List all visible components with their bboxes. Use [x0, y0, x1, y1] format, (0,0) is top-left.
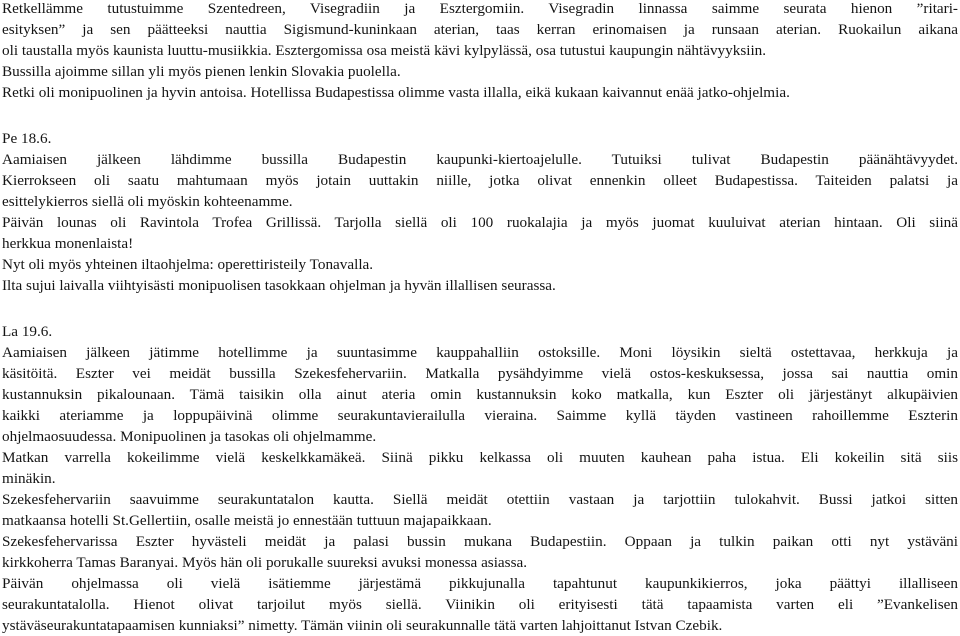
text-line: ohjelmaosuudessa. Monipuolinen ja tasokas oli ohjelmamme.	[2, 428, 377, 445]
text-line: Matkan varrella kokeilimme vielä keskelkkamäkeä. Siinä pikku kelkassa oli muuten kauhean paha istua. Eli kokeilin sitä siis	[2, 449, 958, 466]
text-line: Aamiaisen jälkeen lähdimme bussilla Budapestin kaupunki-kiertoajelulle. Tutuiksi tulivat Budapestin päänähtävyydet.	[2, 151, 958, 168]
text-line: seurakuntatalolla. Hienot olivat tarjoilut myös siellä. Viinikin oli erityisesti tätä tapaamista varten eli ”Evankelisen	[2, 596, 958, 613]
text-line: käsitöitä. Eszter vei meidät bussilla Szekesfehervariin. Matkalla pysähdyimme vielä ostos-keskuksessa, jossa sai nauttia omin	[2, 365, 958, 382]
text-line	[2, 294, 958, 315]
text-line: Aamiaisen jälkeen jätimme hotellimme ja suuntasimme kauppahalliin ostoksille. Moni löysikin sieltä ostettavaa, herkkuja ja	[2, 344, 958, 361]
text-line: oli taustalla myös kaunista luuttu-musiikkia. Esztergomissa osa meistä kävi kylpylässä, osa tutustui kaupungin nähtävyyksiin.	[2, 42, 767, 59]
text-line: Nyt oli myös yhteinen iltaohjelma: operettiristeily Tonavalla.	[2, 256, 374, 273]
text-line: Ilta sujui laivalla viihtyisästi monipuolisen tasokkaan ohjelman ja hyvän illallisen seurassa.	[2, 277, 556, 294]
text-line: Kierrokseen oli saatu mahtumaan myös jotain uuttakin niille, jotka olivat ennenkin olleet Budapestissa. Taiteiden palatsi ja	[2, 172, 958, 189]
text-line: kustannuksin pikalounaan. Tämä taisikin olla ainut ateria omin kustannuksin koko matkalla, kun Eszter oli järjestänyt alkupäivien	[2, 386, 958, 403]
text-line: Päivän lounas oli Ravintola Trofea Grillissä. Tarjolla siellä oli 100 ruokalajia ja myös juomat kuuluivat aterian hintaan. Oli siinä	[2, 214, 958, 231]
text-line: ystäväseurakuntatapaamisen kunniaksi” nimetty. Tämän viinin oli seurakunnalle tätä varten lahjoittanut Istvan Czebik.	[2, 617, 723, 634]
text-line: esityksen” ja sen päätteeksi nauttia Sigismund-kuninkaan aterian, taas kerran erinomaisen ja runsaan aterian. Ruokailun aikana	[2, 21, 958, 38]
text-line: minäkin.	[2, 470, 56, 487]
text-line: Päivän ohjelmassa oli vielä isätiemme järjestämä pikkujunalla tapahtunut kaupunkikierros, joka päättyi illalliseen	[2, 575, 958, 592]
text-line: kaikki ateriamme ja loppupäivinä olimme seurakuntavierailulla vieraina. Saimme kyllä täyden vastineen rahoillemme Eszterin	[2, 407, 958, 424]
text-line: kirkkoherra Tamas Baranyai. Myös hän oli porukalle suureksi avuksi monessa asiassa.	[2, 554, 528, 571]
text-line: Szekesfehervarissa Eszter hyvästeli meidät ja palasi bussin mukana Budapestiin. Oppaan ja tulkin paikan otti nyt ystäväni	[2, 533, 958, 550]
text-line: Retki oli monipuolinen ja hyvin antoisa. Hotellissa Budapestissa olimme vasta illalla, eikä kukaan kaivannut enää jatko-ohjelmia.	[2, 84, 790, 101]
text-line: Bussilla ajoimme sillan yli myös pienen lenkin Slovakia puolella.	[2, 63, 401, 80]
text-line: Pe 18.6.	[2, 130, 52, 147]
text-line: La 19.6.	[2, 323, 53, 340]
text-line: herkkua monenlaista!	[2, 235, 134, 252]
text-line	[2, 105, 958, 126]
text-line: matkaansa hotelli St.Gellertiin, osalle meistä jo ennestään tuttuun majapaikkaan.	[2, 512, 492, 529]
text-line: Retkellämme tutustuimme Szentedreen, Visegradiin ja Esztergomiin. Visegradin linnassa saimme seurata hienon ”ritari-	[2, 0, 958, 17]
text-line: Szekesfehervariin saavuimme seurakuntatalon kautta. Siellä meidät otettiin vastaan ja tarjottiin tulokahvit. Bussi jatkoi sitten	[2, 491, 958, 508]
text-line: esittelykierros siellä oli myöskin kohteenamme.	[2, 193, 293, 210]
